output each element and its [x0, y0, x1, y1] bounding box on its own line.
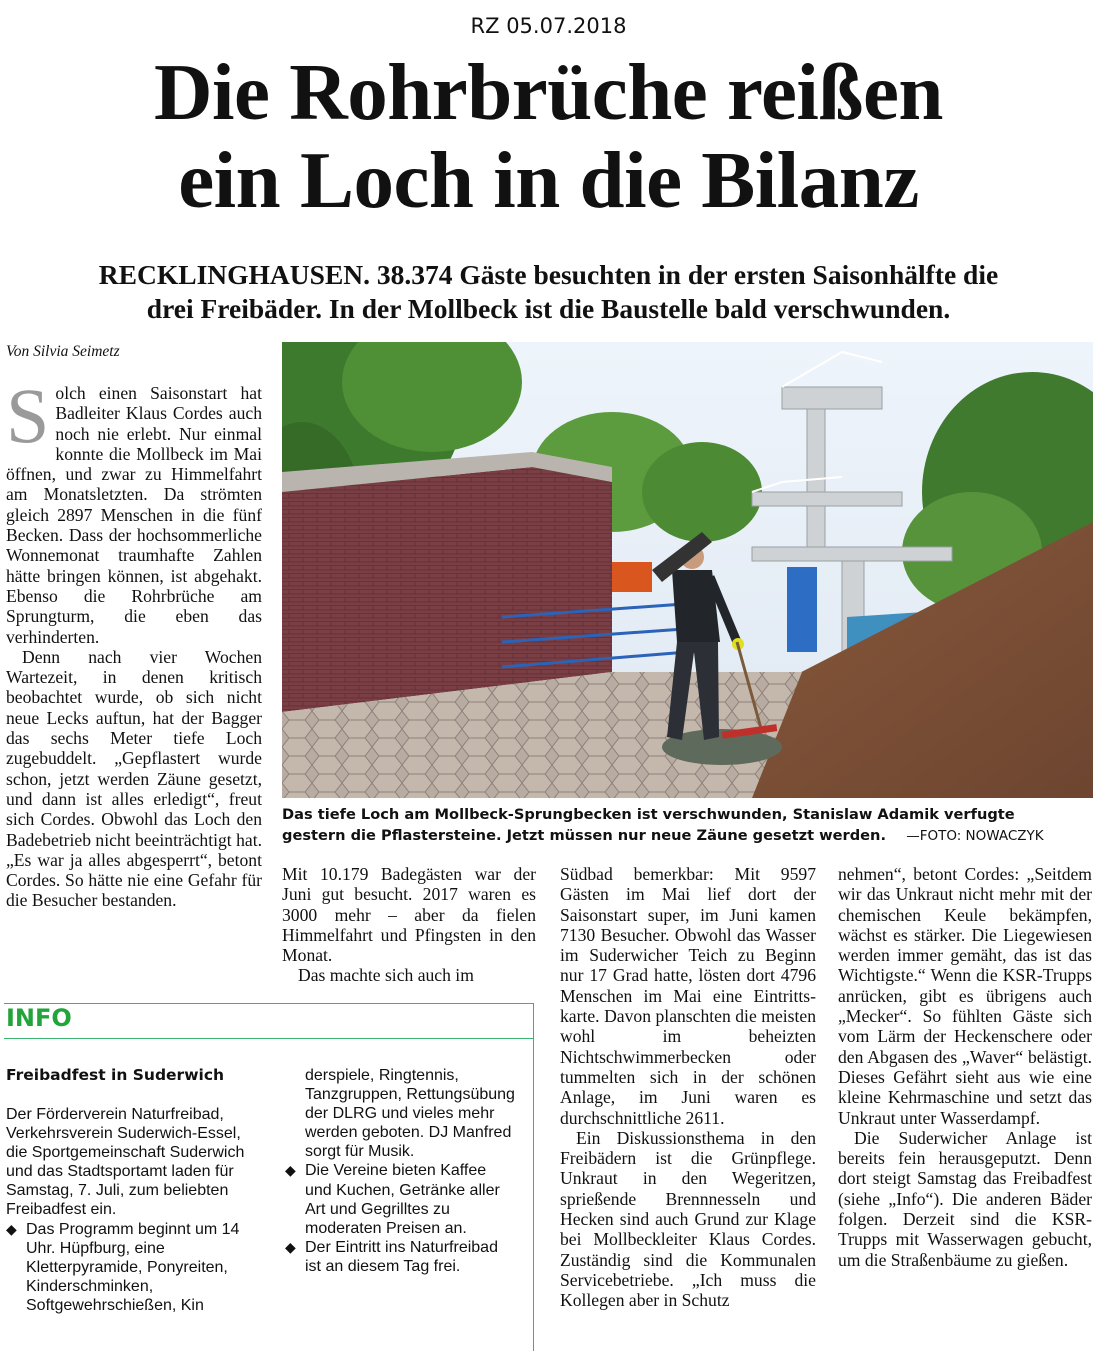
article-column-2 [282, 864, 536, 994]
author-byline: Von Silvia Seimetz [6, 343, 120, 360]
photo-caption [282, 804, 1094, 847]
headline-line-2: ein Loch in die Bilanz [178, 135, 919, 225]
article-paragraph: Mit 10.179 Badegästen war der Juni gut besucht. 2017 waren es 3000 mehr – aber da fielen Himmelfahrt und Pfingsten in den Monat. [282, 864, 536, 966]
info-subtitle: Freibadfest in Suderwich [6, 1066, 225, 1084]
info-label: INFO [6, 1004, 72, 1032]
article-paragraph: Denn nach vier Wochen Wartezeit, in denen kritisch beobachtet wurde, ob sich nicht neue Lecks auftun, hat der Bagger das sechs Meter tiefe Loch zugebuddelt. „Gepflastert wurde schon, jetzt werden Zäune gesetzt, und dann ist alles erledigt“, freut sich Cordes. Obwohl das Loch den Badebetrieb nicht beeinträchtigt hat. „Es war ja alles abgesperrt“, betont Cordes. So hätte nie eine Gefahr für die Besucher bestanden. [6, 646, 262, 911]
info-bullet-1: ◆ Das Programm beginnt um 14 Uhr. Hüpfburg, eine Kletterpyramide, Ponyreiten, Kinderschminken, Softgewehrschießen, Kin [6, 1220, 256, 1315]
info-bullet-3: ◆ Der Eintritt ins Naturfreibad ist an diesem Tag frei. [285, 1238, 517, 1276]
lead-paragraph [20, 258, 1077, 326]
info-column-2 [285, 1066, 517, 1349]
article-paragraph: Solch einen Saisonstart hat Badleiter Klaus Cordes auch noch nie erlebt. Nur einmal konnte die Mollbeck im Mai öffnen, und zwar zu Himmelfahrt am Monatsletzten. Da strömten gleich 2897 Menschen in die fünf Becken. Dass der hochsommerliche Wonnemonat traumhafte Zahlen hätte bringen können, ist abgehakt. Ebenso die Rohrbrüche am Sprungturm, die eben das verhinderten. [6, 383, 262, 647]
article-column-3 [560, 864, 816, 1348]
pool-construction-photo [282, 342, 1093, 798]
headline-line-1: Die Rohrbrüche reißen [154, 47, 943, 137]
info-intro: Der Förderverein Naturfreibad, Verkehrsverein Suderwich-Essel, die Sportgemeinschaft Suderwich und das Stadtsportamt laden für Samstag, 7. Juli, zum beliebten Freibadfest ein. [6, 1106, 245, 1219]
info-bullet-1-continued: derspiele, Ringtennis, Tanzgruppen, Rettungsübung der DLRG und vieles mehr werden geboten. DJ Manfred sorgt für Musik. [305, 1067, 515, 1161]
article-paragraph: Die Suderwicher Anlage ist bereits fein herausgeputzt. Denn dort steigt Samstag das Freibadfest (siehe „Info“). Die anderen Bäder folgen. Derzeit sind die KSR-Trupps mit Wasserwagen gebucht, um die Straßenbäume zu gießen. [838, 1127, 1092, 1270]
info-divider [4, 1038, 534, 1039]
article-paragraph: Das machte sich auch im [298, 965, 474, 986]
article-column-1 [6, 383, 262, 993]
drop-cap: S [6, 383, 50, 459]
article-paragraph: Ein Diskussionsthema in den Freibädern ist die Grünpflege. Unkraut in den Wegeritzen, sprießende Brennnesseln und Hecken sind auch Grund zur Klage bei Mollbeckleiter Klaus Cordes. Zuständig sind die Kommunalen Servicebetriebe. „Ich muss die Kollegen aber in Schutz [560, 1127, 816, 1311]
article-paragraph: Südbad bemerkbar: Mit 9597 Gästen im Mai lief dort der Saisonstart super, im Juni kamen 7130 Besucher. Obwohl das Wasser im Suderwicher Teich zu Beginn nur 17 Grad hatte, lösten dort 4796 Menschen im Mai eine Eintrittskarte. Davon planschten die meisten wohl im beheizten Nichtschwimmerbecken oder tummelten sich in der schönen Anlage, im Juni waren es durchschnittliche 2611. [560, 864, 816, 1128]
source-date: RZ 05.07.2018 [470, 14, 627, 38]
headline [10, 48, 1087, 224]
caption-line-2: gestern die Pflastersteine. Jetzt müssen nur neue Zäune gesetzt werden. [282, 827, 886, 844]
article-photo [282, 342, 1093, 798]
photo-credit: —FOTO: NOWACZYK [906, 828, 1044, 844]
info-column-1 [6, 1105, 256, 1349]
caption-line-1: Das tiefe Loch am Mollbeck-Sprungbecken ist verschwunden, Stanislaw Adamik verfugte [282, 806, 1015, 823]
info-bullet-2: ◆ Die Vereine bieten Kaffee und Kuchen, Getränke aller Art und Gegrilltes zu moderaten Preisen an. [285, 1161, 517, 1237]
article-paragraph: nehmen“, betont Cordes: „Seitdem wir das Unkraut nicht mehr mit der chemischen Keule bekämpfen, wächst es stärker. Die Liegewiesen werden immer gemäht, das ist das Wichtigste.“ Wenn die KSR-Trupps anrücken, gibt es übrigens auch „Mecker“. So fühlten Gäste sich vom Lärm der Heckenschere oder den Abgasen des „Waver“ belästigt. Dieses Gefährt sieht aus wie eine kleine Kehrmaschine und setzt das Unkraut unter Wasserdampf. [838, 864, 1092, 1128]
article-column-4 [838, 864, 1092, 1348]
lead-line-1: RECKLINGHAUSEN. 38.374 Gäste besuchten in der ersten Saisonhälfte die [98, 259, 999, 290]
lead-line-2: drei Freibäder. In der Mollbeck ist die Baustelle bald verschwunden. [146, 293, 951, 324]
